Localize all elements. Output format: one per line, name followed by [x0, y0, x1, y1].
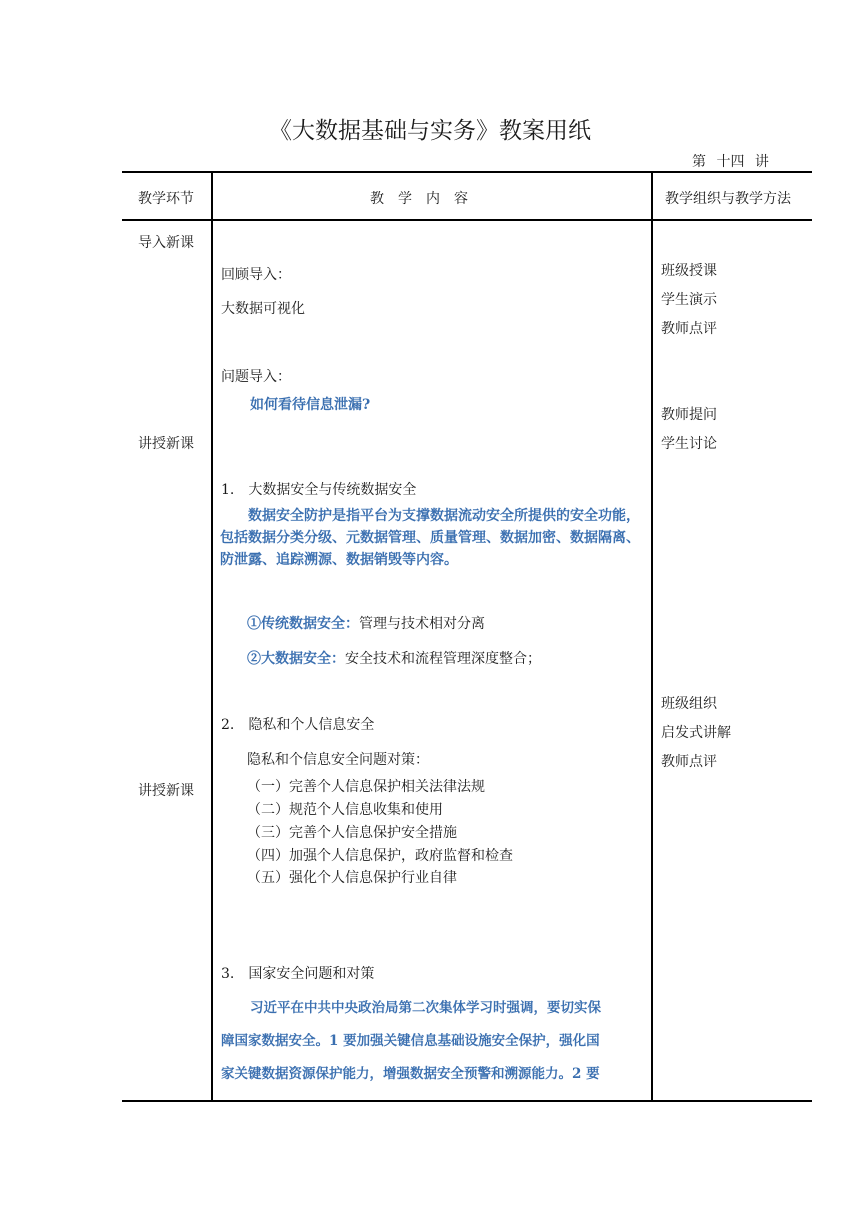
method-item: 教师点评 [661, 754, 717, 770]
item-text: 管理与技术相对分离 [359, 616, 485, 632]
section-3-line: 障国家数据安全。1 要加强关键信息基础设施安全保护，强化国 [221, 1033, 600, 1049]
question-text: 如何看待信息泄漏? [250, 397, 371, 413]
table-top-border [122, 171, 812, 173]
review-topic: 大数据可视化 [221, 301, 305, 317]
method-item: 班级组织 [661, 696, 717, 712]
header-stage: 教学环节 [138, 191, 194, 207]
header-content: 教 学 内 容 [370, 191, 468, 207]
method-item: 班级授课 [661, 263, 717, 279]
method-item: 教师点评 [661, 321, 717, 337]
header-method: 教学组织与教学方法 [665, 191, 791, 207]
section-3-line: 习近平在中共中央政治局第二次集体学习时强调，要切实保 [250, 1000, 601, 1016]
section-2-item: （一）完善个人信息保护相关法律法规 [247, 779, 485, 795]
page-title: 《大数据基础与实务》教案用纸 [269, 118, 591, 144]
lecture-number: 第 十四 讲 [692, 154, 769, 170]
column-divider-2 [651, 171, 653, 1102]
method-item: 教师提问 [661, 407, 717, 423]
section-2-item: （三）完善个人信息保护安全措施 [247, 825, 457, 841]
method-item: 学生讨论 [661, 436, 717, 452]
section-2-intro: 隐私和个信息安全问题对策： [247, 752, 429, 768]
item-text: 安全技术和流程管理深度整合； [345, 651, 541, 667]
section-1-item-2 [247, 648, 541, 668]
method-item: 学生演示 [661, 292, 717, 308]
section-2-item: （五）强化个人信息保护行业自律 [247, 870, 457, 886]
item-label: ①传统数据安全： [247, 616, 359, 632]
section-2-item: （二）规范个人信息收集和使用 [247, 802, 443, 818]
review-label: 回顾导入： [221, 267, 291, 283]
section-3-heading: 3. 国家安全问题和对策 [221, 966, 375, 982]
stage-lecture-2: 讲授新课 [138, 783, 194, 799]
question-label: 问题导入： [221, 369, 291, 385]
stage-intro: 导入新课 [138, 235, 194, 251]
section-1-heading: 1. 大数据安全与传统数据安全 [221, 482, 417, 498]
section-2-heading: 2. 隐私和个人信息安全 [221, 717, 375, 733]
table-bottom-border [122, 1100, 812, 1102]
table-header-border [122, 219, 812, 221]
section-3-line: 家关键数据资源保护能力，增强数据安全预警和溯源能力。2 要 [221, 1066, 600, 1082]
stage-lecture-1: 讲授新课 [138, 436, 194, 452]
column-divider-1 [211, 171, 213, 1102]
item-label: ②大数据安全： [247, 651, 345, 667]
section-2-item: （四）加强个人信息保护，政府监督和检查 [247, 848, 513, 864]
section-1-item-1 [247, 613, 485, 633]
method-item: 启发式讲解 [661, 725, 731, 741]
section-1-paragraph: 数据安全防护是指平台为支撑数据流动安全所提供的安全功能，包括数据分类分级、元数据管理、质量管理、数据加密、数据隔离、防泄露、追踪溯源、数据销毁等内容。 [220, 508, 640, 568]
